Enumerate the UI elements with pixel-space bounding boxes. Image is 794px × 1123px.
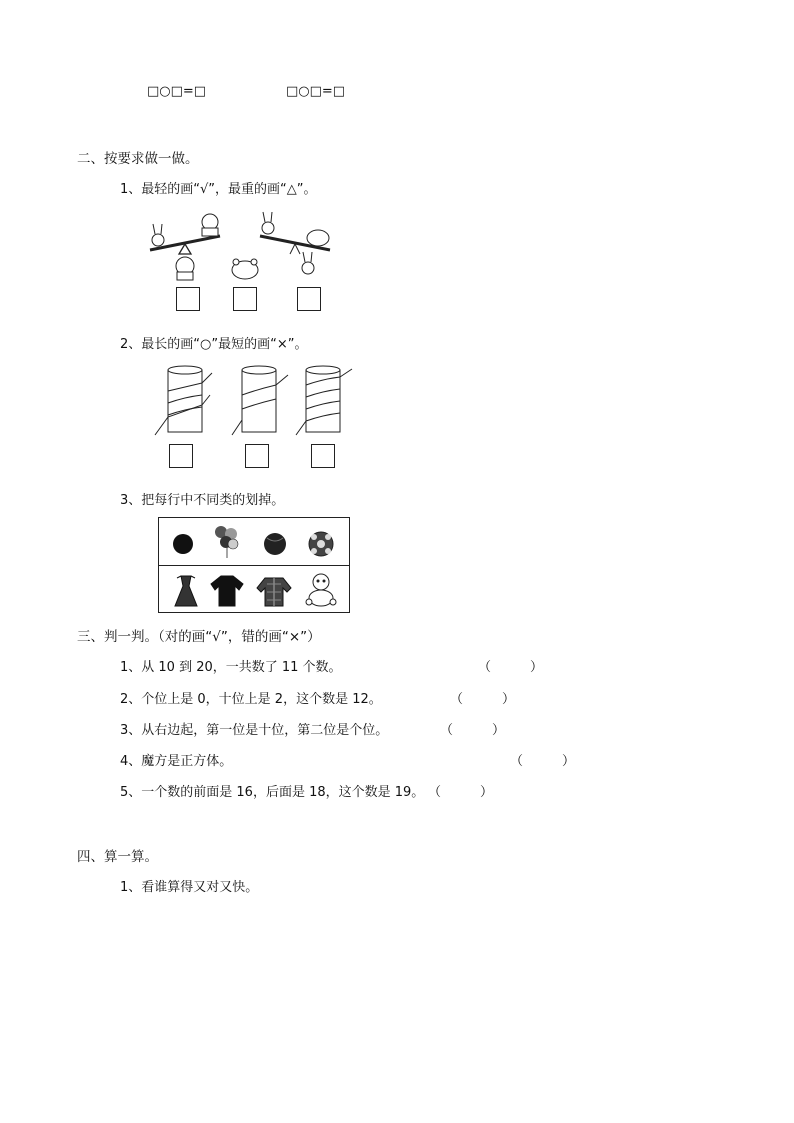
judge-item-2: 2、个位上是 0，十位上是 2，这个数是 12。	[120, 692, 382, 707]
balance-scale-2-icon	[260, 212, 330, 254]
equation-2: □○□=□	[286, 84, 346, 99]
answer-box-2-2[interactable]	[245, 444, 269, 468]
cylinder-rope-3-icon	[296, 366, 352, 435]
judge-paren-5[interactable]: （ ）	[428, 785, 494, 800]
classification-table	[158, 517, 350, 613]
toy-bear-icon	[306, 574, 336, 606]
judge-paren-3[interactable]: （ ）	[440, 723, 506, 738]
dress-icon	[175, 576, 197, 606]
judge-paren-1[interactable]: （ ）	[478, 660, 544, 675]
cylinder-rope-1-icon	[155, 366, 212, 435]
judge-item-5: 5、一个数的前面是 16，后面是 18，这个数是 19。	[120, 785, 425, 800]
section2-q3: 3、把每行中不同类的划掉。	[120, 493, 285, 508]
bear-icon	[232, 259, 258, 279]
balloons-icon	[215, 526, 238, 558]
shirt-icon	[211, 576, 243, 606]
section2-q1: 1、最轻的画“√”，最重的画“△”。	[120, 182, 317, 197]
judge-item-4: 4、魔方是正方体。	[120, 754, 233, 769]
judge-paren-4[interactable]: （ ）	[510, 754, 576, 769]
classification-items	[159, 518, 351, 614]
cat-icon	[176, 257, 194, 280]
black-ball-icon	[173, 534, 193, 554]
judge-paren-2[interactable]: （ ）	[450, 692, 516, 707]
jacket-icon	[257, 578, 291, 606]
answer-box-1-2[interactable]	[233, 287, 257, 311]
soccer-ball-icon	[309, 532, 333, 556]
equation-1: □○□=□	[147, 84, 207, 99]
balance-scale-1-icon	[150, 214, 220, 254]
answer-box-2-3[interactable]	[311, 444, 335, 468]
section3-title: 三、判一判。（对的画“√”，错的画“×”）	[77, 629, 321, 645]
cylinders-illustration	[150, 365, 360, 440]
dark-ball-icon	[264, 533, 286, 555]
answer-box-1-1[interactable]	[176, 287, 200, 311]
section2-title: 二、按要求做一做。	[77, 151, 199, 167]
judge-item-3: 3、从右边起，第一位是十位，第二位是个位。	[120, 723, 389, 738]
section4-q1: 1、看谁算得又对又快。	[120, 880, 259, 895]
section2-q2: 2、最长的画“○”最短的画“×”。	[120, 337, 308, 352]
answer-box-2-1[interactable]	[169, 444, 193, 468]
rabbit-icon	[302, 252, 314, 274]
cylinder-rope-2-icon	[232, 366, 288, 435]
balance-scales-illustration	[140, 208, 360, 288]
answer-box-1-3[interactable]	[297, 287, 321, 311]
judge-item-1: 1、从 10 到 20，一共数了 11 个数。	[120, 660, 342, 675]
section4-title: 四、算一算。	[77, 849, 158, 865]
